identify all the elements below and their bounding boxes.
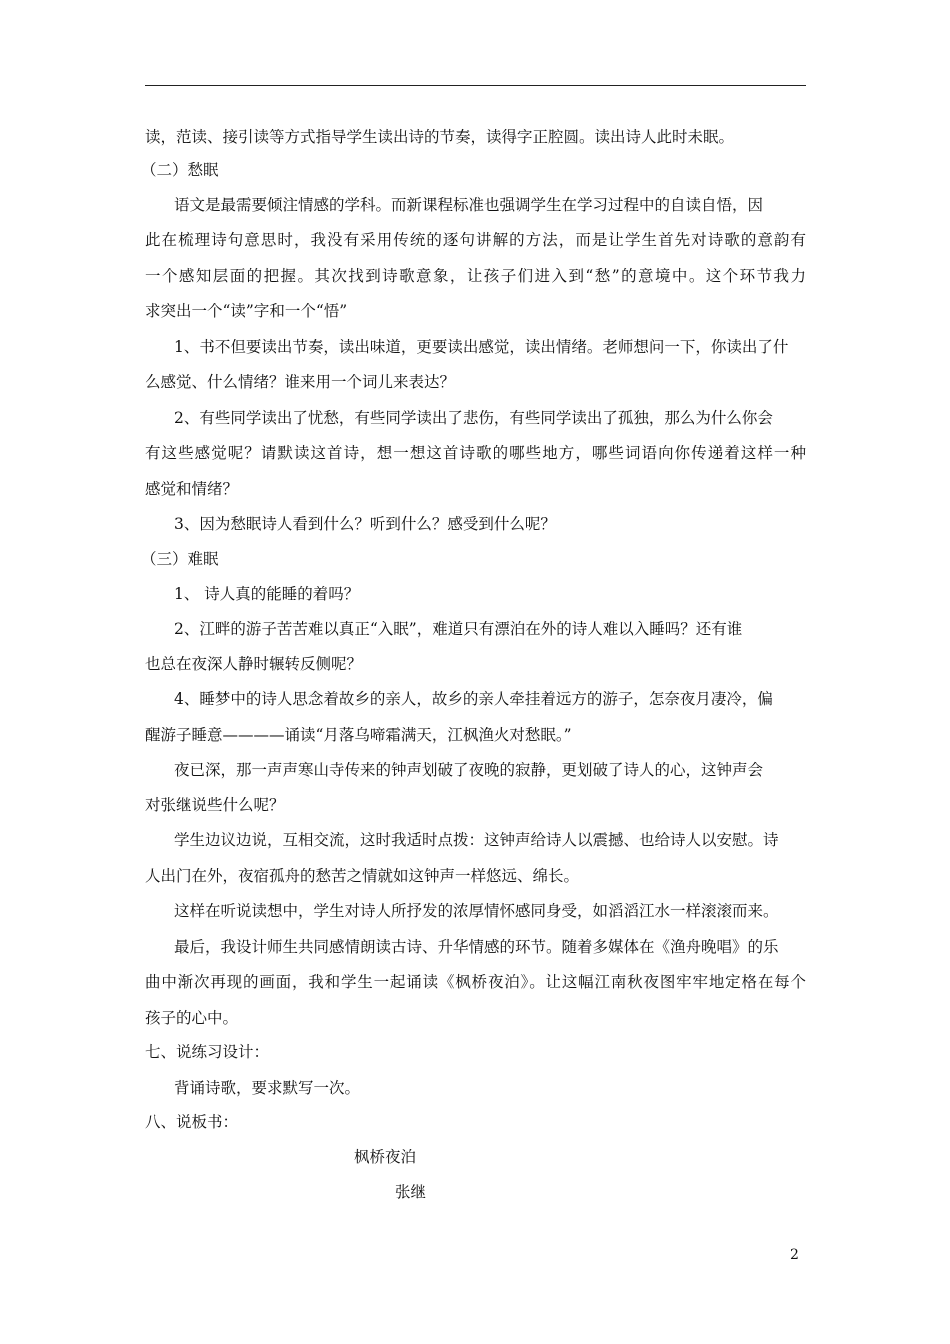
text-line: 学生边议边说，互相交流，这时我适时点拨：这钟声给诗人以震撼、也给诗人以安慰。诗 — [174, 831, 779, 849]
text-line: 1、 诗人真的能睡的着吗？ — [174, 585, 360, 603]
text-line: 八、说板书： — [145, 1113, 239, 1131]
text-line: 也总在夜深人静时辗转反侧呢？ — [145, 655, 363, 673]
text-line: 4、睡梦中的诗人思念着故乡的亲人，故乡的亲人牵挂着远方的游子，怎奈夜月凄冷，偏 — [174, 690, 773, 708]
text-line: 对张继说些什么呢？ — [145, 796, 285, 814]
text-line: 醒游子睡意————诵读“月落乌啼霜满天，江枫渔火对愁眠。” — [145, 726, 572, 744]
header-rule — [145, 85, 806, 86]
text-line: 人出门在外，夜宿孤舟的愁苦之情就如这钟声一样悠远、绵长。 — [145, 867, 580, 885]
text-line: 曲中渐次再现的画面，我和学生一起诵读《枫桥夜泊》。让这幅江南秋夜图牢牢地定格在每个 — [145, 973, 806, 991]
text-line: 七、说练习设计： — [145, 1043, 270, 1061]
text-line: 最后，我设计师生共同感情朗读古诗、升华情感的环节。随着多媒体在《渔舟晚唱》的乐 — [174, 938, 779, 956]
text-line: 枫桥夜泊 — [354, 1148, 417, 1166]
text-line: 感觉和情绪？ — [145, 480, 239, 498]
text-line: 读，范读、接引读等方式指导学生读出诗的节奏，读得字正腔圆。读出诗人此时未眠。 — [145, 128, 735, 146]
text-line: （三）难眠 — [141, 550, 219, 568]
text-line: 背诵诗歌，要求默写一次。 — [174, 1079, 361, 1097]
text-line: 夜已深，那一声声寒山寺传来的钟声划破了夜晚的寂静，更划破了诗人的心，这钟声会 — [174, 761, 764, 779]
text-line: 3、因为愁眠诗人看到什么？听到什么？感受到什么呢？ — [174, 515, 556, 533]
text-line: 2、有些同学读出了忧愁，有些同学读出了悲伤，有些同学读出了孤独，那么为什么你会 — [174, 409, 773, 427]
text-line: 此在梳理诗句意思时，我没有采用传统的逐句讲解的方法，而是让学生首先对诗歌的意韵有 — [145, 231, 806, 249]
text-line: 语文是最需要倾注情感的学科。而新课程标准也强调学生在学习过程中的自读自悟，因 — [174, 196, 764, 214]
text-line: 1、书不但要读出节奏，读出味道，更要读出感觉，读出情绪。老师想问一下，你读出了什 — [174, 338, 789, 356]
text-line: 这样在听说读想中，学生对诗人所抒发的浓厚情怀感同身受，如滔滔江水一样滚滚而来。 — [174, 902, 779, 920]
text-line: 么感觉、什么情绪？谁来用一个词儿来表达？ — [145, 373, 456, 391]
text-line: （二）愁眠 — [141, 161, 219, 179]
text-line: 张继 — [395, 1183, 427, 1201]
text-line: 一个感知层面的把握。其次找到诗歌意象，让孩子们进入到“愁”的意境中。这个环节我力 — [145, 267, 806, 285]
text-line: 2、江畔的游子苦苦难以真正“入眠”，难道只有漂泊在外的诗人难以入睡吗？还有谁 — [174, 620, 743, 638]
page-number: 2 — [790, 1247, 799, 1263]
text-line: 求突出一个“读”字和一个“悟” — [145, 302, 348, 320]
text-line: 孩子的心中。 — [145, 1009, 239, 1027]
text-line: 有这些感觉呢？请默读这首诗，想一想这首诗歌的哪些地方，哪些词语向你传递着这样一种 — [145, 444, 806, 462]
